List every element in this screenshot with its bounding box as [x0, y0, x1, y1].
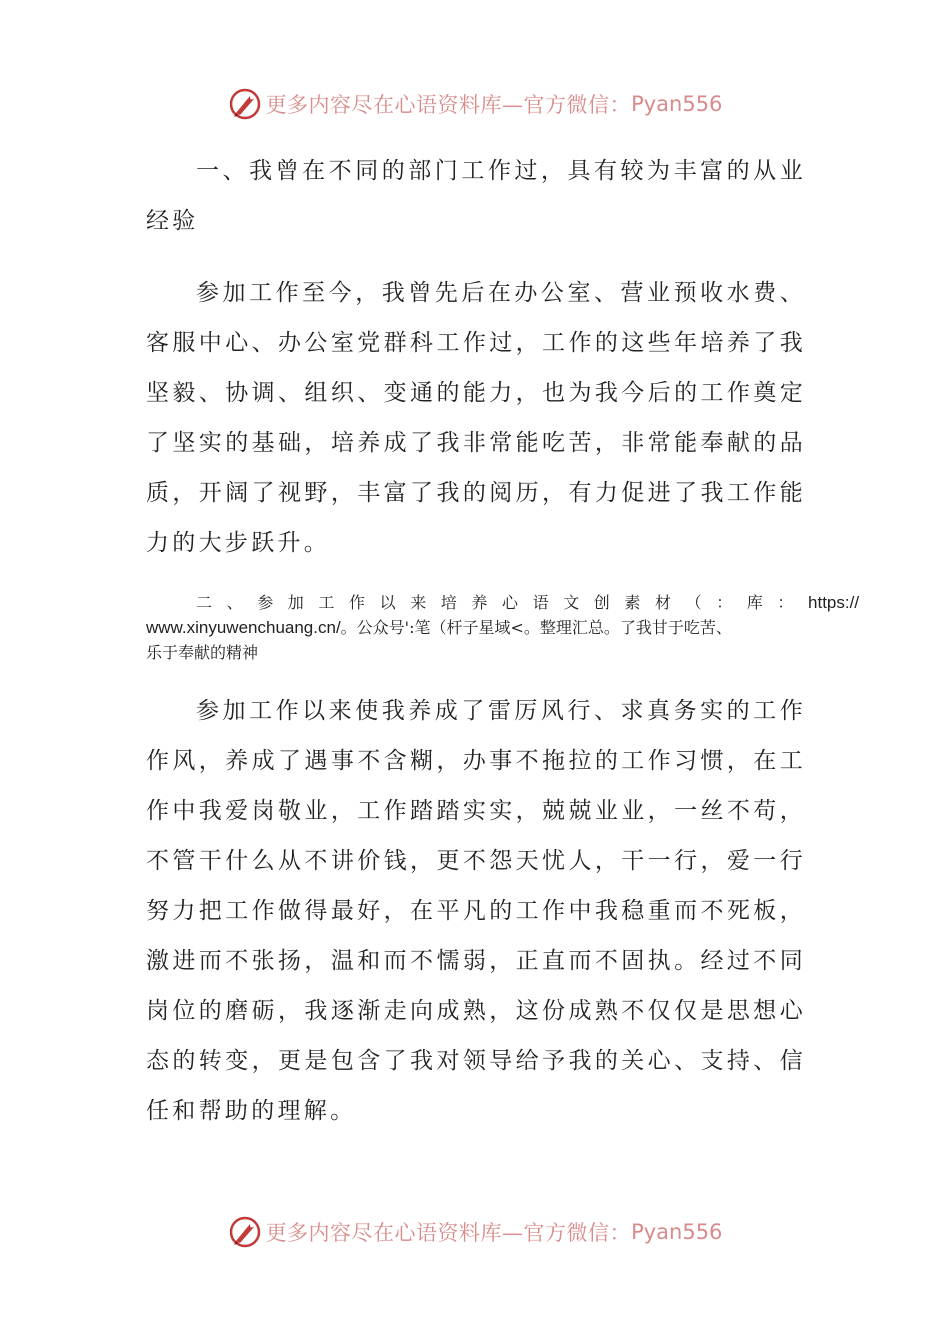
paragraph-2: [146, 686, 806, 1136]
section-heading-1: [146, 146, 806, 246]
heading-2-lead: 二、参加工作以来培养心语文创素材（：库：: [196, 593, 809, 612]
heading-2-url-part2: www.xinyuwenchuang.cn/: [146, 618, 341, 637]
banner-wechat-id: Pyan556: [631, 1220, 723, 1244]
banner-text: 更多内容尽在心语资料库—官方微信：: [265, 93, 632, 117]
heading-2-url-part1: https://: [808, 593, 860, 612]
paragraph-2-text: 参加工作以来使我养成了雷厉风行、求真务实的工作作风，养成了遇事不含糊，办事不拖拉的工作习惯，在工作中我爱岗敬业，工作踏踏实实，兢兢业业，一丝不苟，不管干什么从不讲价钱，更不怨天忧人，干一行，爱一行努力把工作做得最好，在平凡的工作中我稳重而不死板，激进而不张扬，温和而不懦弱，正直而不固执。经过不同岗位的磨砺，我逐渐走向成熟，这份成熟不仅仅是思想心态的转变，更是包含了我对领导给予我的关心、支持、信任和帮助的理解。: [146, 698, 806, 1124]
footer-banner: [0, 1212, 950, 1252]
banner-text: 更多内容尽在心语资料库—官方微信：: [265, 1221, 632, 1245]
heading-2-line-1: [146, 590, 860, 615]
section-heading-2: [146, 590, 860, 665]
pen-logo-icon: [228, 87, 262, 121]
paragraph-1-text: 参加工作至今，我曾先后在办公室、营业预收水费、客服中心、办公室党群科工作过，工作的这些年培养了我坚毅、协调、组织、变通的能力，也为我今后的工作奠定了坚实的基础，培养成了我非常能吃苦，非常能奉献的品质，开阔了视野，丰富了我的阅历，有力促进了我工作能力的大步跃升。: [146, 280, 806, 556]
pen-logo-icon: [228, 1215, 262, 1249]
banner-wechat-id: Pyan556: [631, 92, 723, 116]
heading-2-rest: 。公众号':笔（杆子星域<。整理汇总。了我甘于吃苦、: [340, 618, 732, 637]
heading-1-text: 一、我曾在不同的部门工作过，具有较为丰富的从业经验: [146, 158, 806, 234]
heading-2-line-2: [146, 615, 806, 640]
header-banner: [0, 84, 950, 124]
heading-2-line-3: 乐于奉献的精神: [146, 643, 259, 662]
paragraph-1: [146, 268, 806, 568]
